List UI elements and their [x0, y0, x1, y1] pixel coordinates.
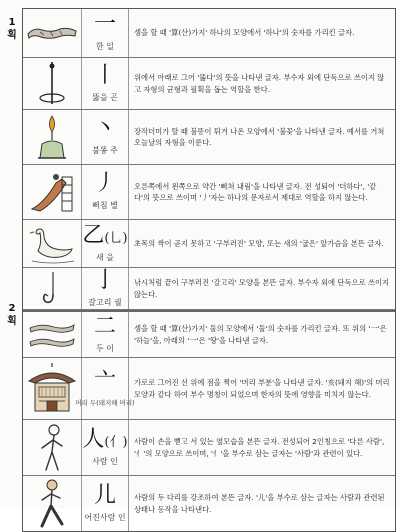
table-row	[23, 268, 395, 310]
char-cell	[82, 420, 129, 475]
fishhook-illustration	[23, 268, 82, 309]
table-row	[23, 358, 395, 420]
char-cell	[82, 9, 129, 57]
radical-glyph: 丿	[93, 171, 116, 196]
char-cell	[82, 110, 129, 164]
table-row	[23, 110, 395, 165]
radical-name: 사람 인	[92, 456, 118, 466]
radical-description: 사람의 두 다리를 강조하여 본뜬 글자. '儿'을 부수로 삼는 글자는 사람과 관련된 상태나 동작을 나타낸다.	[134, 493, 385, 514]
char-cell	[82, 58, 129, 109]
radical-description: 오른쪽에서 왼쪽으로 약간 '삐쳐 내림'을 나타낸 글자. 전 성퇴어 '더하다', '같다'의 뜻으로 쓰이며 '丿'자는 하나의 문자로서 제대로 역할을 하지 않는다.	[134, 181, 377, 202]
section-label-1-stroke: 1 획	[7, 17, 17, 41]
table-row	[23, 420, 395, 476]
radical-glyph: 人	[82, 426, 105, 452]
radical-glyph: 二	[93, 313, 116, 339]
radical-glyph: 一	[93, 12, 116, 37]
radical-description: 장작더미가 탈 때 불똥이 튀겨 나온 모양에서 '불꽃'을 나타낸 글자. 예서를 거쳐 오늘날의 자형을 이룬다.	[134, 126, 385, 147]
radical-variant: (亻)	[104, 434, 128, 450]
radical-glyph: 儿	[93, 482, 116, 508]
radical-name: 뚫을 곤	[92, 92, 118, 102]
radical-glyph: 亅	[93, 267, 116, 293]
radical-name: 불똥 주	[92, 146, 118, 155]
radical-name: 머리 두(돼지해 머리)	[75, 398, 135, 407]
char-cell	[82, 268, 129, 309]
char-cell	[75, 358, 135, 419]
radical-name: 삐침 별	[92, 201, 118, 210]
radical-description: 위에서 아래로 그어 '뚫다'의 뜻을 나타낸 글자. 부수자 외에 단독으로 쓰이지 않고 자형의 균형과 필획을 돕는 역할을 한다.	[134, 73, 385, 94]
radical-variant: (乚)	[104, 230, 128, 246]
radical-description: 셈을 할 때 '算(산)가지' 둘의 모양에서 '둘'의 숫자를 가리킨 글자. 또 위의 '一'은 '하늘'을, 아래의 '一'은 '땅'을 나타낸 글자.	[134, 324, 387, 345]
table-row	[23, 165, 395, 220]
char-cell	[82, 312, 129, 357]
walking-person-illustration	[23, 476, 82, 531]
radical-table	[22, 8, 396, 532]
char-cell	[82, 165, 129, 219]
radical-name: 어진사람 인	[84, 512, 126, 522]
char-cell	[82, 476, 129, 531]
radical-description: 셈을 할 때 '算(산)가지' 하나의 모양에서 '하나'의 숫자를 가리킨 글자.	[134, 28, 355, 38]
char-cell	[82, 220, 129, 267]
radical-description: 초목의 싹이 곧지 못하고 '구부러진' 모양, 또는 새의 '굽은' 앞가슴을 본뜬 글자.	[134, 238, 384, 248]
two-counting-sticks-illustration	[23, 312, 82, 357]
radical-name: 두 이	[96, 343, 114, 353]
radical-description: 사람이 손을 뻗고 서 있는 옆모습을 본뜬 글자. 전성되어 2인칭으로 '다른 사람', '亻'의 모양으로 쓰이며, '亻'을 부수로 삼는 글자는 '사람'과 관련이 있다.	[134, 437, 385, 458]
radical-glyph: 亠	[93, 368, 116, 394]
gate-house-illustration	[23, 358, 82, 419]
swan-illustration	[23, 220, 82, 267]
standing-person-illustration	[23, 420, 82, 475]
radical-glyph: 丶	[93, 116, 116, 141]
radical-name: 갈고리 궐	[88, 297, 122, 307]
table-row	[23, 220, 395, 268]
radical-glyph: 乙	[82, 222, 105, 248]
counting-stick-illustration	[23, 9, 82, 57]
table-row	[23, 310, 395, 358]
spindle-illustration	[23, 58, 82, 109]
radical-name: 새 을	[96, 252, 114, 262]
table-row	[23, 58, 395, 110]
table-row	[23, 476, 395, 531]
radical-name: 한 일	[96, 42, 114, 51]
radical-description: 가로로 그어진 선 위에 점을 찍어 '머리 부분'을 나타낸 글자. '亥(돼지 해)'의 머리 모양과 같다 하여 부수 명칭이 되었으며 한자의 뜻에 영향을 미치지 않는다.	[134, 378, 390, 399]
section-label-2-stroke: 2 획	[7, 303, 17, 327]
radical-description: 낚시처럼 끝이 구부러진 '갈고리' 모양을 본뜬 글자. 부수자 외에 단독으로 쓰이지 않는다.	[134, 278, 390, 299]
oil-lamp-illustration	[23, 110, 82, 164]
slide-illustration	[23, 165, 82, 219]
table-row	[23, 9, 395, 58]
radical-glyph: 丨	[93, 62, 116, 88]
